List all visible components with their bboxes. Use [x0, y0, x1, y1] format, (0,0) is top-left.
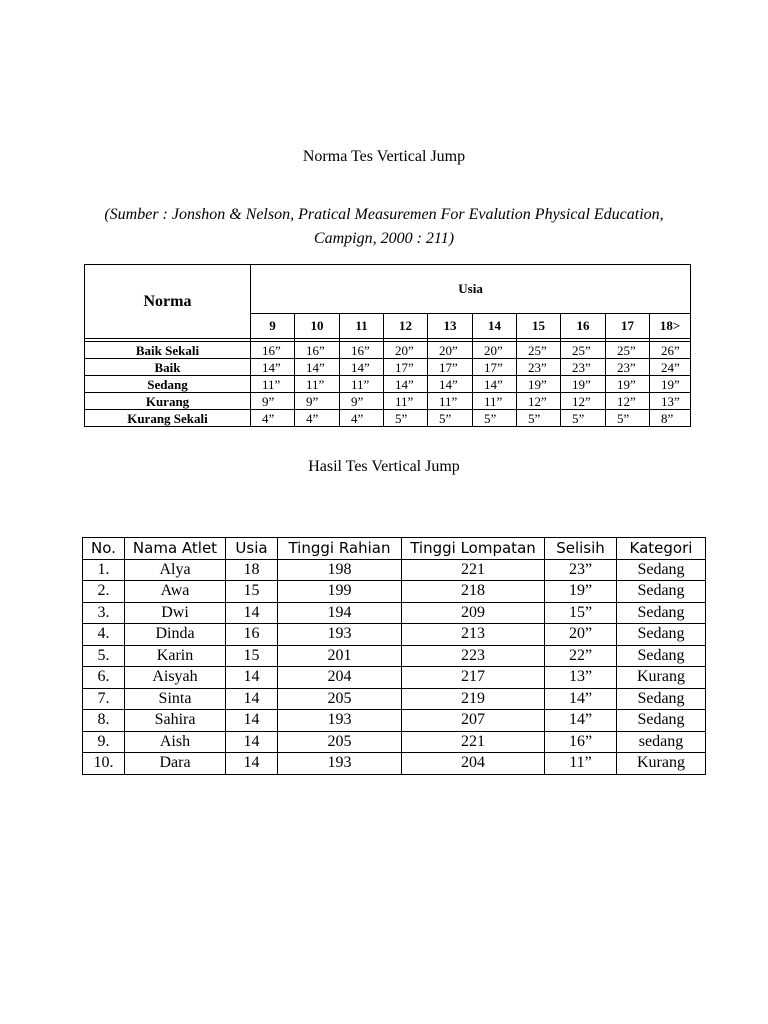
norma-value-cell: 11” [340, 376, 384, 393]
norma-value-cell: 23” [517, 359, 561, 376]
norma-value-cell: 12” [517, 393, 561, 410]
norma-value-cell: 25” [561, 342, 606, 359]
hasil-cell: 217 [402, 667, 545, 689]
norma-value-cell: 13” [650, 393, 691, 410]
hasil-row [83, 688, 706, 710]
hasil-row [83, 645, 706, 667]
hasil-row [83, 753, 706, 775]
norma-value-cell: 16” [340, 342, 384, 359]
norma-value-cell: 14” [384, 376, 428, 393]
norma-value-cell: 17” [384, 359, 428, 376]
hasil-cell: Sedang [617, 710, 706, 732]
hasil-cell: 5. [83, 645, 125, 667]
hasil-cell: 2. [83, 581, 125, 603]
hasil-header-cell: Kategori [617, 538, 706, 560]
hasil-cell: Sahira [125, 710, 226, 732]
norma-value-cell: 20” [473, 342, 517, 359]
hasil-cell: 221 [402, 559, 545, 581]
hasil-cell: Aisyah [125, 667, 226, 689]
norma-value-cell: 12” [561, 393, 606, 410]
norma-value-cell: 14” [295, 359, 340, 376]
norma-corner-label: Norma [85, 265, 251, 339]
norma-value-cell: 11” [295, 376, 340, 393]
age-header-cell: 11 [340, 314, 384, 339]
hasil-row [83, 581, 706, 603]
hasil-cell: 4. [83, 624, 125, 646]
hasil-cell: sedang [617, 731, 706, 753]
norma-value-cell: 14” [251, 359, 295, 376]
norma-row [85, 359, 691, 376]
hasil-header-row [83, 538, 706, 560]
hasil-cell: Sedang [617, 581, 706, 603]
norma-category-cell: Baik Sekali [85, 342, 251, 359]
hasil-cell: 19” [545, 581, 617, 603]
hasil-cell: 204 [402, 753, 545, 775]
norma-value-cell: 20” [384, 342, 428, 359]
hasil-header-cell: Tinggi Lompatan [402, 538, 545, 560]
hasil-cell: Sedang [617, 645, 706, 667]
hasil-row [83, 624, 706, 646]
age-header-cell: 13 [428, 314, 473, 339]
hasil-header-cell: Tinggi Rahian [278, 538, 402, 560]
norma-category-cell: Kurang [85, 393, 251, 410]
hasil-header-cell: Nama Atlet [125, 538, 226, 560]
hasil-cell: Sinta [125, 688, 226, 710]
hasil-cell: 13” [545, 667, 617, 689]
norma-category-cell: Baik [85, 359, 251, 376]
hasil-row [83, 731, 706, 753]
norma-row [85, 393, 691, 410]
norma-value-cell: 17” [428, 359, 473, 376]
age-header-cell: 17 [606, 314, 650, 339]
hasil-cell: 1. [83, 559, 125, 581]
norma-value-cell: 17” [473, 359, 517, 376]
hasil-cell: 14 [226, 602, 278, 624]
hasil-cell: 16” [545, 731, 617, 753]
norma-value-cell: 11” [428, 393, 473, 410]
hasil-cell: Sedang [617, 688, 706, 710]
norma-value-cell: 4” [251, 410, 295, 427]
hasil-cell: 14 [226, 667, 278, 689]
norma-value-cell: 5” [606, 410, 650, 427]
hasil-cell: 207 [402, 710, 545, 732]
hasil-cell: 193 [278, 753, 402, 775]
norma-value-cell: 9” [340, 393, 384, 410]
norma-value-cell: 16” [251, 342, 295, 359]
hasil-cell: 204 [278, 667, 402, 689]
hasil-cell: 6. [83, 667, 125, 689]
hasil-cell: Dinda [125, 624, 226, 646]
norma-value-cell: 4” [295, 410, 340, 427]
norma-value-cell: 23” [606, 359, 650, 376]
hasil-cell: 223 [402, 645, 545, 667]
hasil-row [83, 710, 706, 732]
norma-value-cell: 9” [251, 393, 295, 410]
hasil-cell: 14 [226, 688, 278, 710]
norma-value-cell: 19” [650, 376, 691, 393]
usia-group-header: Usia [251, 265, 691, 314]
hasil-cell: 14 [226, 753, 278, 775]
age-header-cell: 18> [650, 314, 691, 339]
hasil-cell: 22” [545, 645, 617, 667]
hasil-cell: 11” [545, 753, 617, 775]
hasil-cell: 14 [226, 731, 278, 753]
norma-value-cell: 20” [428, 342, 473, 359]
hasil-header-cell: No. [83, 538, 125, 560]
age-header-cell: 16 [561, 314, 606, 339]
hasil-cell: Dwi [125, 602, 226, 624]
norma-value-cell: 23” [561, 359, 606, 376]
hasil-cell: 8. [83, 710, 125, 732]
hasil-cell: Sedang [617, 559, 706, 581]
hasil-row [83, 559, 706, 581]
age-header-cell: 9 [251, 314, 295, 339]
norma-value-cell: 24” [650, 359, 691, 376]
hasil-cell: 10. [83, 753, 125, 775]
hasil-cell: 213 [402, 624, 545, 646]
norma-value-cell: 16” [295, 342, 340, 359]
norma-value-cell: 25” [517, 342, 561, 359]
source-citation: (Sumber : Jonshon & Nelson, Pratical Measuremen For Evalution Physical Education, Campign, 2000 : 211) [104, 206, 664, 247]
norma-value-cell: 11” [473, 393, 517, 410]
hasil-cell: 18 [226, 559, 278, 581]
norma-table [84, 264, 691, 427]
hasil-cell: 221 [402, 731, 545, 753]
norma-value-cell: 5” [384, 410, 428, 427]
hasil-cell: 219 [402, 688, 545, 710]
norma-value-cell: 5” [561, 410, 606, 427]
hasil-table [82, 537, 706, 775]
hasil-cell: 20” [545, 624, 617, 646]
hasil-cell: Karin [125, 645, 226, 667]
norma-body [85, 339, 691, 427]
hasil-cell: Sedang [617, 602, 706, 624]
hasil-cell: Dara [125, 753, 226, 775]
norma-title: Norma Tes Vertical Jump [302, 148, 466, 165]
age-header-cell: 12 [384, 314, 428, 339]
hasil-cell: 3. [83, 602, 125, 624]
norma-value-cell: 19” [561, 376, 606, 393]
hasil-cell: 205 [278, 688, 402, 710]
hasil-cell: 7. [83, 688, 125, 710]
age-header-cell: 14 [473, 314, 517, 339]
norma-category-cell: Kurang Sekali [85, 410, 251, 427]
hasil-cell: Aish [125, 731, 226, 753]
norma-value-cell: 19” [517, 376, 561, 393]
hasil-cell: 199 [278, 581, 402, 603]
hasil-cell: Sedang [617, 624, 706, 646]
hasil-cell: 16 [226, 624, 278, 646]
hasil-cell: 209 [402, 602, 545, 624]
norma-value-cell: 11” [251, 376, 295, 393]
hasil-cell: 14 [226, 710, 278, 732]
hasil-cell: 218 [402, 581, 545, 603]
hasil-cell: Kurang [617, 753, 706, 775]
hasil-cell: 15 [226, 581, 278, 603]
norma-value-cell: 14” [428, 376, 473, 393]
hasil-cell: Kurang [617, 667, 706, 689]
norma-value-cell: 11” [384, 393, 428, 410]
hasil-cell: 14” [545, 688, 617, 710]
hasil-cell: 23” [545, 559, 617, 581]
hasil-body [83, 559, 706, 774]
norma-value-cell: 4” [340, 410, 384, 427]
hasil-cell: 194 [278, 602, 402, 624]
hasil-cell: 198 [278, 559, 402, 581]
hasil-cell: 9. [83, 731, 125, 753]
norma-value-cell: 14” [340, 359, 384, 376]
norma-value-cell: 12” [606, 393, 650, 410]
hasil-cell: Alya [125, 559, 226, 581]
norma-value-cell: 5” [517, 410, 561, 427]
norma-value-cell: 25” [606, 342, 650, 359]
norma-value-cell: 9” [295, 393, 340, 410]
hasil-cell: 193 [278, 624, 402, 646]
hasil-cell: 15 [226, 645, 278, 667]
hasil-header-cell: Usia [226, 538, 278, 560]
age-header-cell: 10 [295, 314, 340, 339]
norma-value-cell: 14” [473, 376, 517, 393]
norma-value-cell: 5” [473, 410, 517, 427]
norma-value-cell: 26” [650, 342, 691, 359]
norma-value-cell: 5” [428, 410, 473, 427]
norma-value-cell: 19” [606, 376, 650, 393]
hasil-row [83, 602, 706, 624]
norma-category-cell: Sedang [85, 376, 251, 393]
hasil-header-cell: Selisih [545, 538, 617, 560]
hasil-cell: Awa [125, 581, 226, 603]
norma-row [85, 410, 691, 427]
hasil-cell: 201 [278, 645, 402, 667]
norma-row [85, 376, 691, 393]
hasil-cell: 14” [545, 710, 617, 732]
hasil-cell: 15” [545, 602, 617, 624]
norma-row [85, 342, 691, 359]
hasil-cell: 193 [278, 710, 402, 732]
age-header-cell: 15 [517, 314, 561, 339]
hasil-row [83, 667, 706, 689]
hasil-cell: 205 [278, 731, 402, 753]
hasil-title: Hasil Tes Vertical Jump [308, 458, 460, 475]
norma-value-cell: 8” [650, 410, 691, 427]
